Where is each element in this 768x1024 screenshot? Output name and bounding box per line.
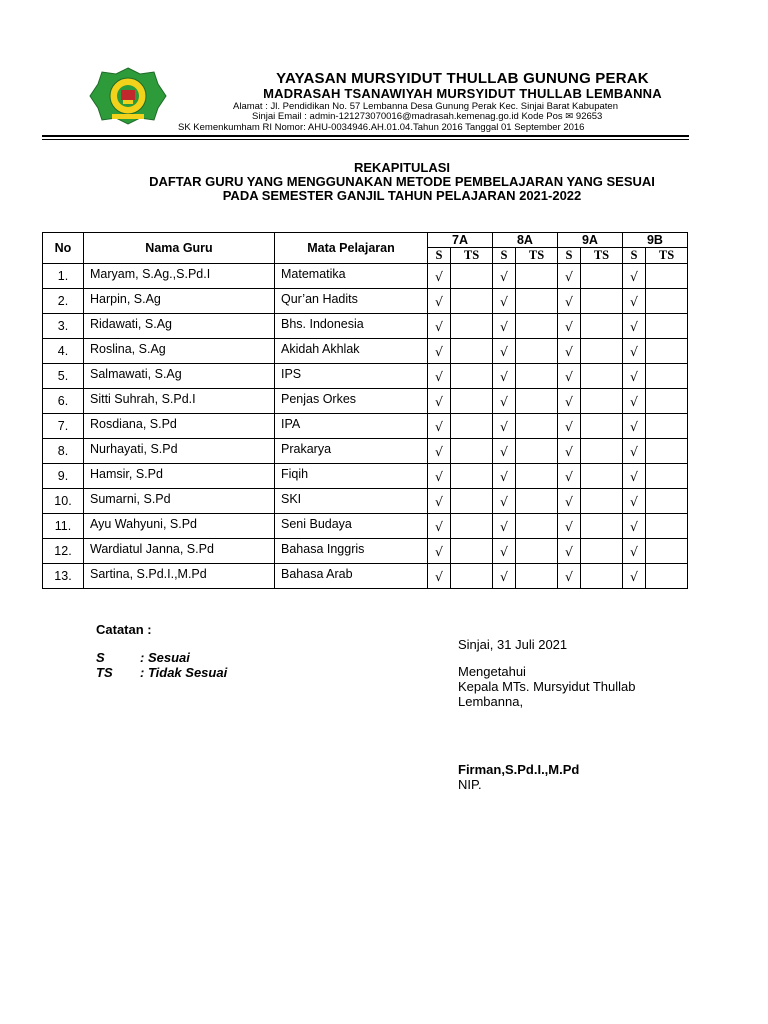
mark-s-cell: √ — [557, 289, 580, 314]
row-number: 10. — [43, 489, 84, 514]
mark-s-cell: √ — [622, 414, 645, 439]
mark-ts-cell — [646, 564, 688, 589]
subject-name: Akidah Akhlak — [275, 339, 428, 364]
sub-header-ts: TS — [581, 248, 623, 264]
table-row — [43, 439, 688, 464]
mark-s-cell: √ — [622, 289, 645, 314]
row-number: 5. — [43, 364, 84, 389]
mark-s-cell: √ — [492, 414, 515, 439]
teacher-name: Maryam, S.Ag.,S.Pd.I — [84, 264, 275, 289]
mark-ts-cell — [516, 339, 558, 364]
class-header: 9B — [622, 233, 687, 248]
sub-header-s: S — [492, 248, 515, 264]
mark-s-cell: √ — [428, 414, 451, 439]
note-key: S — [96, 650, 105, 665]
row-number: 11. — [43, 514, 84, 539]
sign-date: Sinjai, 31 Juli 2021 — [458, 637, 568, 652]
table-row — [43, 564, 688, 589]
mark-ts-cell — [451, 539, 493, 564]
mark-ts-cell — [581, 489, 623, 514]
doc-title: REKAPITULASI — [353, 160, 451, 175]
mark-ts-cell — [451, 364, 493, 389]
mark-s-cell: √ — [492, 564, 515, 589]
mark-ts-cell — [646, 439, 688, 464]
address-line: Alamat : Jl. Pendidikan No. 57 Lembanna Desa Gunung Perak Kec. Sinjai Barat Kabupaten — [233, 101, 618, 112]
teacher-name: Salmawati, S.Ag — [84, 364, 275, 389]
mark-s-cell: √ — [492, 289, 515, 314]
subject-name: IPA — [275, 414, 428, 439]
mark-ts-cell — [516, 414, 558, 439]
mark-s-cell: √ — [428, 439, 451, 464]
note-item — [96, 650, 190, 665]
mark-s-cell: √ — [622, 364, 645, 389]
row-number: 8. — [43, 439, 84, 464]
teacher-table — [42, 232, 688, 589]
subject-name: Seni Budaya — [275, 514, 428, 539]
mark-s-cell: √ — [557, 564, 580, 589]
mark-s-cell: √ — [428, 539, 451, 564]
teacher-name: Ayu Wahyuni, S.Pd — [84, 514, 275, 539]
mark-ts-cell — [451, 564, 493, 589]
mark-ts-cell — [516, 314, 558, 339]
table-row — [43, 489, 688, 514]
mark-ts-cell — [516, 464, 558, 489]
mark-ts-cell — [646, 364, 688, 389]
mark-ts-cell — [516, 514, 558, 539]
mark-s-cell: √ — [557, 264, 580, 289]
table-row — [43, 339, 688, 364]
mark-s-cell: √ — [428, 264, 451, 289]
row-number: 1. — [43, 264, 84, 289]
mark-ts-cell — [581, 264, 623, 289]
mark-s-cell: √ — [492, 264, 515, 289]
mark-s-cell: √ — [492, 539, 515, 564]
mark-s-cell: √ — [428, 314, 451, 339]
note-value: : Tidak Sesuai — [140, 665, 228, 680]
mark-ts-cell — [646, 489, 688, 514]
teacher-name: Roslina, S.Ag — [84, 339, 275, 364]
mark-s-cell: √ — [557, 389, 580, 414]
sign-position-cont: Lembanna, — [458, 694, 524, 709]
mark-ts-cell — [451, 314, 493, 339]
mark-ts-cell — [451, 514, 493, 539]
org-title: YAYASAN MURSYIDUT THULLAB GUNUNG PERAK — [276, 70, 649, 87]
subject-name: SKI — [275, 489, 428, 514]
mark-s-cell: √ — [622, 489, 645, 514]
row-number: 12. — [43, 539, 84, 564]
mark-ts-cell — [581, 464, 623, 489]
sign-nip: NIP. — [458, 777, 482, 792]
mark-s-cell: √ — [622, 514, 645, 539]
mark-ts-cell — [451, 489, 493, 514]
table-row — [43, 364, 688, 389]
subject-name: Bhs. Indonesia — [275, 314, 428, 339]
mark-ts-cell — [516, 389, 558, 414]
mark-s-cell: √ — [557, 339, 580, 364]
row-number: 4. — [43, 339, 84, 364]
mark-ts-cell — [451, 289, 493, 314]
mark-ts-cell — [451, 339, 493, 364]
col-name-header: Nama Guru — [84, 233, 275, 264]
mark-ts-cell — [516, 364, 558, 389]
mark-ts-cell — [646, 389, 688, 414]
mark-s-cell: √ — [622, 389, 645, 414]
mark-ts-cell — [516, 289, 558, 314]
note-item — [96, 665, 227, 680]
mark-s-cell: √ — [428, 389, 451, 414]
col-subject-header: Mata Pelajaran — [275, 233, 428, 264]
mark-ts-cell — [451, 389, 493, 414]
sub-header-s: S — [428, 248, 451, 264]
notes-title: Catatan : — [96, 622, 152, 637]
mark-s-cell: √ — [492, 439, 515, 464]
table-row — [43, 314, 688, 339]
subject-name: Bahasa Arab — [275, 564, 428, 589]
mark-ts-cell — [516, 489, 558, 514]
header-divider-thin — [42, 139, 689, 140]
mark-s-cell: √ — [492, 314, 515, 339]
class-header: 8A — [492, 233, 557, 248]
table-row — [43, 389, 688, 414]
mark-ts-cell — [646, 264, 688, 289]
mark-s-cell: √ — [622, 464, 645, 489]
teacher-name: Sumarni, S.Pd — [84, 489, 275, 514]
table-row — [43, 464, 688, 489]
sign-name: Firman,S.Pd.I.,M.Pd — [458, 762, 580, 777]
mark-ts-cell — [516, 439, 558, 464]
note-key: TS — [96, 665, 113, 680]
mark-s-cell: √ — [557, 464, 580, 489]
contact-line: Sinjai Email : admin-121273070016@madrasah.kemenag.go.id Kode Pos ✉ 92653 — [252, 111, 603, 122]
mark-s-cell: √ — [557, 364, 580, 389]
mark-ts-cell — [646, 314, 688, 339]
mark-s-cell: √ — [557, 514, 580, 539]
mark-s-cell: √ — [492, 364, 515, 389]
mark-ts-cell — [581, 539, 623, 564]
mark-s-cell: √ — [622, 439, 645, 464]
mark-s-cell: √ — [428, 464, 451, 489]
mark-ts-cell — [451, 439, 493, 464]
decree-line: SK Kemenkumham RI Nomor: AHU-0034946.AH.01.04.Tahun 2016 Tanggal 01 September 2016 — [178, 122, 585, 133]
teacher-name: Sitti Suhrah, S.Pd.I — [84, 389, 275, 414]
subject-name: IPS — [275, 364, 428, 389]
mark-ts-cell — [646, 339, 688, 364]
sub-header-ts: TS — [451, 248, 493, 264]
table-row — [43, 514, 688, 539]
mark-s-cell: √ — [428, 289, 451, 314]
row-number: 3. — [43, 314, 84, 339]
sign-position: Kepala MTs. Mursyidut Thullab — [458, 679, 636, 694]
mark-ts-cell — [646, 289, 688, 314]
header-divider — [42, 135, 689, 137]
subject-name: Prakarya — [275, 439, 428, 464]
teacher-name: Rosdiana, S.Pd — [84, 414, 275, 439]
table-row — [43, 264, 688, 289]
mark-s-cell: √ — [557, 489, 580, 514]
mark-s-cell: √ — [492, 389, 515, 414]
mark-ts-cell — [516, 264, 558, 289]
col-no-header: No — [43, 233, 84, 264]
mark-ts-cell — [581, 314, 623, 339]
mark-s-cell: √ — [557, 414, 580, 439]
mark-ts-cell — [581, 289, 623, 314]
row-number: 13. — [43, 564, 84, 589]
mark-ts-cell — [646, 539, 688, 564]
table-row — [43, 414, 688, 439]
mark-ts-cell — [581, 364, 623, 389]
sub-header-ts: TS — [516, 248, 558, 264]
teacher-name: Nurhayati, S.Pd — [84, 439, 275, 464]
mark-s-cell: √ — [622, 564, 645, 589]
mark-ts-cell — [581, 339, 623, 364]
mark-ts-cell — [581, 414, 623, 439]
sub-header-ts: TS — [646, 248, 688, 264]
subject-name: Bahasa Inggris — [275, 539, 428, 564]
row-number: 9. — [43, 464, 84, 489]
mark-ts-cell — [646, 514, 688, 539]
mark-ts-cell — [646, 414, 688, 439]
row-number: 6. — [43, 389, 84, 414]
mark-s-cell: √ — [557, 539, 580, 564]
mark-ts-cell — [581, 439, 623, 464]
mark-s-cell: √ — [622, 539, 645, 564]
mark-s-cell: √ — [622, 314, 645, 339]
mark-s-cell: √ — [428, 564, 451, 589]
class-header: 9A — [557, 233, 622, 248]
sign-acknowledge: Mengetahui — [458, 664, 526, 679]
mark-ts-cell — [581, 564, 623, 589]
row-number: 2. — [43, 289, 84, 314]
subject-name: Matematika — [275, 264, 428, 289]
mark-s-cell: √ — [428, 489, 451, 514]
subject-name: Fiqih — [275, 464, 428, 489]
mark-ts-cell — [451, 414, 493, 439]
mark-ts-cell — [581, 389, 623, 414]
teacher-name: Ridawati, S.Ag — [84, 314, 275, 339]
logo-icon — [88, 66, 168, 126]
teacher-name: Harpin, S.Ag — [84, 289, 275, 314]
mark-ts-cell — [516, 539, 558, 564]
sub-header-s: S — [557, 248, 580, 264]
mark-s-cell: √ — [492, 464, 515, 489]
mark-ts-cell — [451, 264, 493, 289]
doc-subtitle: DAFTAR GURU YANG MENGGUNAKAN METODE PEMBELAJARAN YANG SESUAI — [149, 174, 655, 189]
mark-s-cell: √ — [622, 339, 645, 364]
mark-s-cell: √ — [557, 439, 580, 464]
mark-s-cell: √ — [492, 489, 515, 514]
teacher-name: Hamsir, S.Pd — [84, 464, 275, 489]
teacher-name: Sartina, S.Pd.I.,M.Pd — [84, 564, 275, 589]
row-number: 7. — [43, 414, 84, 439]
mark-s-cell: √ — [428, 514, 451, 539]
mark-s-cell: √ — [492, 339, 515, 364]
mark-s-cell: √ — [622, 264, 645, 289]
teacher-name: Wardiatul Janna, S.Pd — [84, 539, 275, 564]
subject-name: Qur’an Hadits — [275, 289, 428, 314]
mark-s-cell: √ — [492, 514, 515, 539]
mark-s-cell: √ — [557, 314, 580, 339]
class-header: 7A — [428, 233, 493, 248]
sub-header-s: S — [622, 248, 645, 264]
mark-s-cell: √ — [428, 364, 451, 389]
mark-ts-cell — [581, 514, 623, 539]
mark-ts-cell — [516, 564, 558, 589]
school-title: MADRASAH TSANAWIYAH MURSYIDUT THULLAB LEMBANNA — [263, 86, 662, 101]
table-row — [43, 289, 688, 314]
mark-ts-cell — [646, 464, 688, 489]
mark-s-cell: √ — [428, 339, 451, 364]
note-value: : Sesuai — [140, 650, 190, 665]
mark-ts-cell — [451, 464, 493, 489]
table-row — [43, 539, 688, 564]
doc-period: PADA SEMESTER GANJIL TAHUN PELAJARAN 2021-2022 — [222, 188, 582, 203]
subject-name: Penjas Orkes — [275, 389, 428, 414]
